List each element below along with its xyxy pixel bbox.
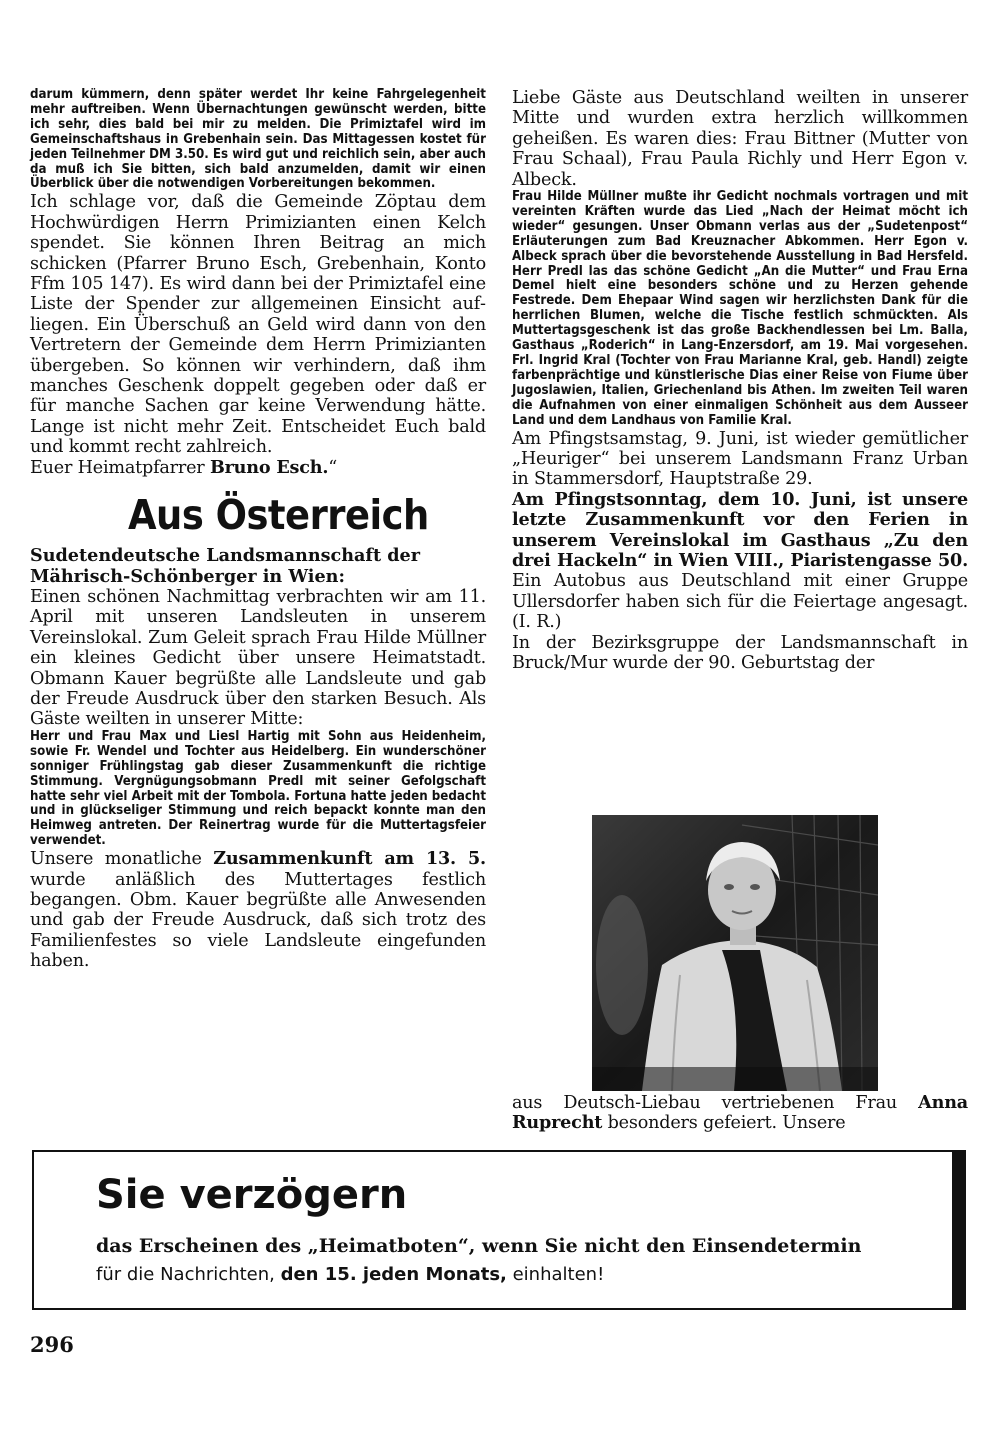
sub-heading: Sudetendeutsche Landsmannschaft der Mährisch-Schönberger in Wien: <box>30 545 421 587</box>
notice-box <box>32 1150 966 1310</box>
signature: Euer Heimatpfarrer Bruno Esch.“ <box>30 456 338 478</box>
notice-title: Sie verzögern <box>96 1172 408 1218</box>
guests-germany-paragraph: Liebe Gäste aus Deutschland weilten in unserer Mitte und wurden extra herzlich willkommen geheißen. Es waren dies: Frau Bittner (Mutter von Frau Schaal), Frau Paula Richly und Herr Egon v. Albeck. <box>512 88 968 190</box>
heuriger-paragraph: Am Pfingstsamstag, 9. Juni, ist wieder gemütlicher „Heuriger“ bei unserem Landsmann Franz Urban in Stammersdorf, Hauptstraße 29. <box>512 428 968 490</box>
guests-paragraph: Herr und Frau Max und Liesl Hartig mit Sohn aus Heidenheim, sowie Fr. Wendel und Tochter aus Heidelberg. Ein wunderschöner sonniger Frühlingstag gab dieser Zusammenkunft die richtige Stimmung. Vergnügungsobmann Predl mit seiner Gefolgschaft hatte sehr viel Arbeit mit der Tombola. Fortuna hatte jeden bedacht und in glückseliger Stimmung und reich bepackt konnte man den Heimweg antreten. Der Reinertrag wurde für die Muttertagsfeier verwendet. <box>30 728 486 849</box>
program-paragraph: Frau Hilde Müllner mußte ihr Gedicht nochmals vortragen und mit vereinten Kräften wurde das Lied „Nach der Heimat möcht ich wieder“ gesungen. Unser Obmann verlas aus der „Sudetenpost“ Erläuterungen zum Bad Kreuznacher Abkommen. Herr Egon v. Albeck sprach über die bevorstehende Ausstellung in Bad Hersfeld. Herr Predl las das schöne Gedicht „An die Mutter“ und Frau Erna Demel hielt eine besonders schöne und zu Herzen gehende Festrede. Dem Ehepaar Wind sagen wir herzlichsten Dank für die herrlichen Blumen, welche die Tische festlich schmückten. Als Muttertagsgeschenk ist das große Backhendlessen bei Lm. Balla, Gasthaus „Roderich“ in Lang-Enzersdorf, am 19. Mai vorgesehen. Frl. Ingrid Kral (Tochter von Frau Marianne Kral, geb. Handl) zeigte farbenprächtige und künstlerische Dias einer Reise von Fiume über Jugoslawien, Italien, Griechenland bis Athen. Im zweiten Teil waren die Aufnahmen von einer einmaligen Schönheit aus dem Ausseer Land und dem Landhaus von Familie Kral. <box>512 189 968 428</box>
right-column <box>512 88 968 673</box>
notice-line-2: für die Nachrichten, den 15. jeden Monats, einhalten! <box>96 1264 605 1285</box>
notice-line-1: das Erscheinen des „Heimatboten“, wenn Sie nicht den Einsendetermin <box>96 1235 862 1257</box>
left-column <box>30 88 486 972</box>
mothers-day-paragraph: Unsere monatliche Zusammenkunft am 13. 5. wurde anläßlich des Muttertages festlich begangen. Obm. Kauer begrüßte alle Anwesenden und gab der Freude Ausdruck, daß sich trotz des Familienfestes so viele Landsleute eingefunden haben. <box>30 848 486 972</box>
primiz-paragraph: darum kümmern, denn später werdet Ihr keine Fahrgelegenheit mehr auftreiben. Wenn Übernachtungen gewünscht werden, bitte ich sehr, dies bald bei mir zu melden. Die Primiztafel wird im Gemeinschaftshaus in Grebenhain sein. Das Mittagessen kostet für jeden Teilnehmer DM 3.50. Es wird gut und reichlich sein, aber auch da muß ich Sie bitten, sich bald anzumelden, damit wir einen Überblick über die notwendigen Vorbereitungen bekommen. <box>30 87 486 192</box>
kelch-paragraph: Ich schlage vor, daß die Gemeinde Zöptau dem Hochwürdigen Herrn Primizianten einen Kelch spendet. Sie können Ihren Beitrag an mich schicken (Pfarrer Bruno Esch, Grebenhain, Konto Ffm 105 147). Es wird dann bei der Primiztafel eine Liste der Spender zur allgemeinen Einsicht aufliegen. Ein Überschuß an Geld wird dann von den Vertretern der Gemeinde dem Herrn Primizianten übergeben. So können wir verhindern, daß ihm manches Geschenk doppelt gegeben oder daß er für manche Sachen gar keine Verwendung hätte. Lange ist nicht mehr Zeit. Entscheidet Euch bald und kommt recht zahlreich. Euer Heimatpfarrer Bruno Esch.“ <box>30 192 486 478</box>
pentecost-paragraph: Am Pfingstsonntag, dem 10. Juni, ist unsere letzte Zusammenkunft vor den Ferien in unserem Vereinslokal im Gasthaus „Zu den drei Hackeln“ in Wien VIII., Piaristengasse 50. Ein Autobus aus Deutschland mit einer Gruppe Ullersdorfer haben sich für die Feiertage angesagt. (I. R.) <box>512 488 968 633</box>
page-number: 296 <box>30 1332 74 1357</box>
section-heading: Aus Österreich <box>128 491 429 540</box>
photo-caption: aus Deutsch-Liebau vertriebenen Frau Anna Ruprecht besonders gefeiert. Unsere <box>512 1092 968 1134</box>
april-paragraph: Einen schönen Nachmittag verbrachten wir am 11. April mit unseren Landsleuten in unserem Vereinslokal. Zum Geleit sprach Frau Hilde Müllner ein kleines Gedicht über unsere Heimatstadt. Obmann Kauer begrüßte alle Landsleute und gab der Freude Ausdruck über den starken Besuch. Als Gäste weilten in unserer Mitte: <box>30 587 486 730</box>
portrait-photo <box>592 815 878 1091</box>
bruck-paragraph: In der Bezirksgruppe der Landsmannschaft in Bruck/Mur wurde der 90. Geburtstag der <box>512 632 968 673</box>
